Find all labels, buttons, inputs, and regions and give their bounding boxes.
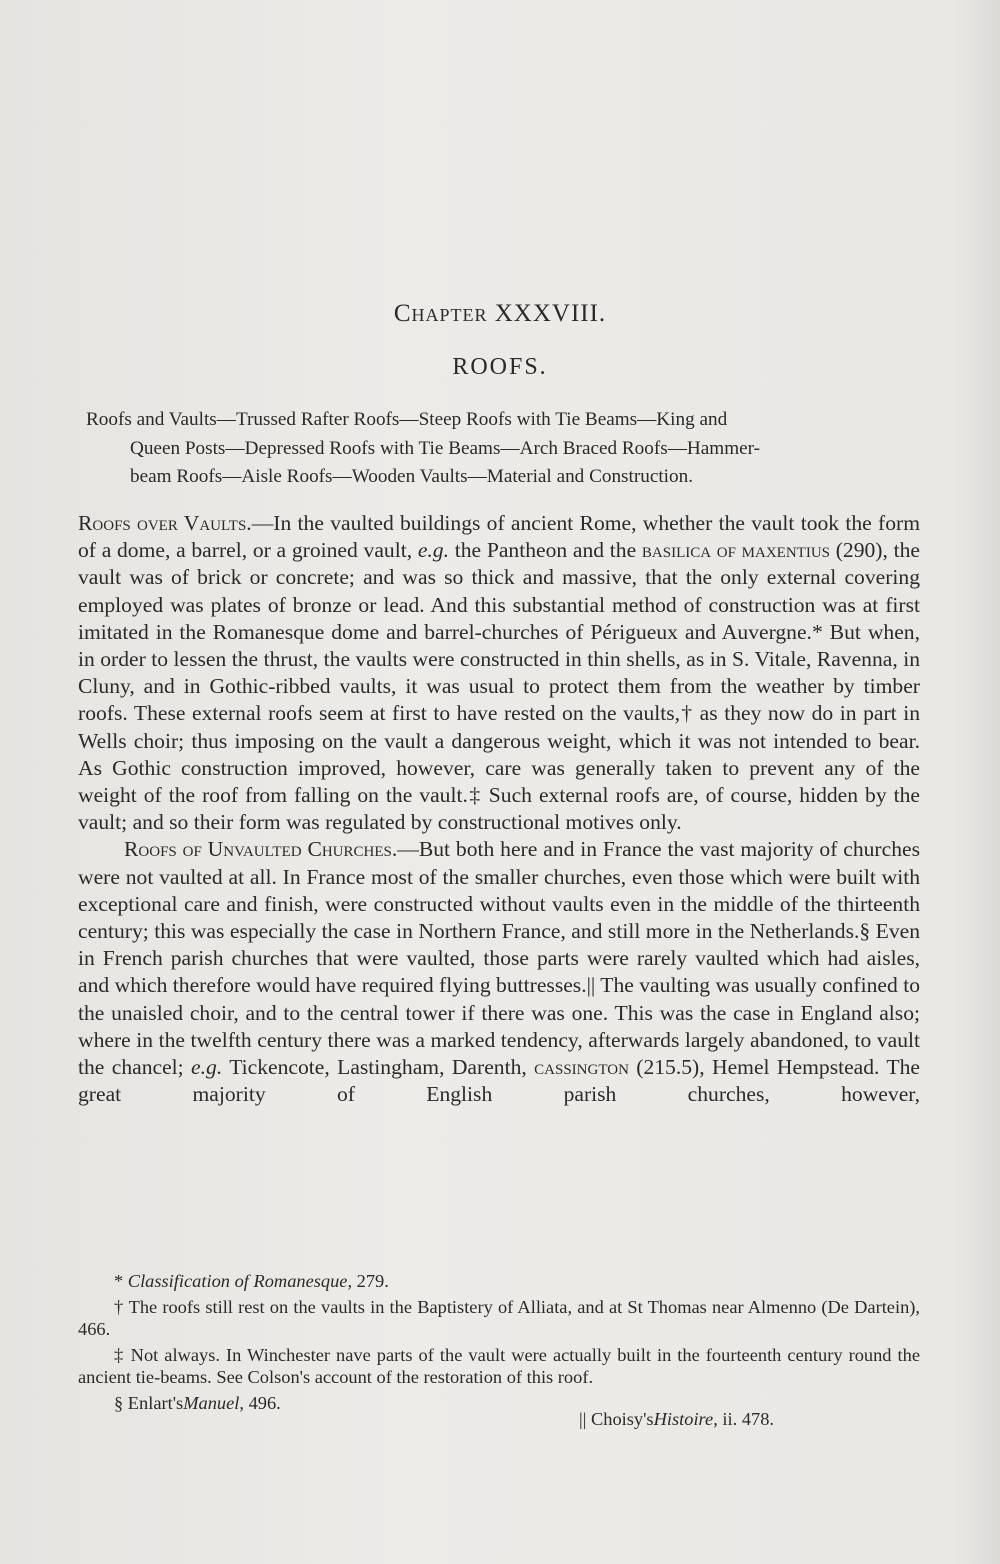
footnote-text: || Choisy's	[579, 1409, 654, 1429]
paragraph-text: —In the vaulted buildings of ancient Rome, whether the vault took the form of a dome, a barrel, or a groined vault,	[78, 511, 920, 563]
footnote-text: , ii. 478.	[713, 1409, 774, 1429]
footnote-text: , 496.	[239, 1393, 281, 1413]
footnote	[579, 1392, 920, 1430]
synopsis-line: beam Roofs—Aisle Roofs—Wooden Vaults—Material and Construction.	[130, 466, 693, 487]
synopsis-line: Queen Posts—Depressed Roofs with Tie Beams—Arch Braced Roofs—Hammer-	[130, 437, 761, 459]
page-edge-shadow	[955, 0, 1000, 1564]
footnotes	[78, 1270, 920, 1430]
footnote-title: Histoire	[653, 1409, 714, 1429]
footnote-title: Classification of Romanesque	[127, 1271, 348, 1291]
footnote: † The roofs still rest on the vaults in the Baptistery of Alliata, and at St Thomas near Almenno (De Dartein), 466.	[78, 1297, 920, 1339]
building-reference: cassington	[534, 1055, 629, 1080]
footnote: ‡ Not always. In Winchester nave parts of the vault were actually built in the fourteenth century round the ancient tie-beams. See Colson's account of the restoration of this roof.	[78, 1345, 920, 1387]
building-reference: basilica of maxentius	[641, 538, 831, 563]
footnote-row	[78, 1392, 920, 1430]
chapter-synopsis	[86, 406, 920, 492]
footnote	[78, 1392, 281, 1430]
paragraph-heading: Roofs of Unvaulted Churches.	[124, 837, 398, 862]
footnote	[78, 1270, 920, 1292]
chapter-title: ROOFS.	[452, 354, 548, 380]
paragraph-text: —But both here and in France the vast majority of churches were not vaulted at all. In France most of the smaller churches, even those which were built with exceptional care and finish, were constructed without vaults even in the middle of the thirteenth century; this was especially the case in Northern France, and still more in the Netherlands.§ Even in French parish churches that were vaulted, those parts were rarely vaulted which had aisles, and which therefore would have required flying buttresses.|| The vaulting was usually confined to the unaisled choir, and to the central tower if there was one. This was the case in England also; where in the twelfth century there was a marked tendency, afterwards largely abandoned, to vault the chancel;	[78, 837, 920, 1080]
footnote-text: § Enlart's	[114, 1393, 184, 1413]
footnote-title: Manuel	[183, 1393, 240, 1413]
abbreviation: e.g.	[417, 538, 450, 563]
footnote-text: , 279.	[347, 1271, 389, 1291]
paragraph-roofs-over-vaults	[78, 510, 920, 836]
abbreviation: e.g.	[191, 1055, 223, 1080]
chapter-heading: Chapter XXXVIII.	[393, 300, 607, 327]
paragraph-text: (215.5), Hemel Hempstead. The great majority of English parish churches, however,	[78, 1055, 921, 1107]
paragraph-text: Tickencote, Lastingham, Darenth,	[222, 1055, 535, 1080]
body-text	[78, 510, 920, 1108]
footnote-mark: *	[114, 1271, 128, 1291]
paragraph-text: the Pantheon and the	[449, 538, 642, 563]
paragraph-text: (290), the vault was of brick or concrete; and was so thick and massive, that the only external covering employed was plates of bronze or lead. And this substantial method of construction was at first imitated in the Romanesque dome and barrel-churches of Périgueux and Auvergne.* But when, in order to lessen the thrust, the vaults were constructed in thin shells, as in S. Vitale, Ravenna, in Cluny, and in Gothic-ribbed vaults, it was usual to protect them from the weather by timber roofs. These external roofs seem at first to have rested on the vaults,† as they now do in part in Wells choir; thus imposing on the vault a dangerous weight, which it was not intended to bear. As Gothic construction improved, however, care was generally taken to prevent any of the weight of the roof from falling on the vault.‡ Such external roofs are, of course, hidden by the vault; and so their form was regulated by constructional motives only.	[78, 538, 920, 835]
paragraph-roofs-of-unvaulted-churches	[78, 836, 920, 1108]
synopsis-line: Roofs and Vaults—Trussed Rafter Roofs—Steep Roofs with Tie Beams—King and	[86, 409, 728, 430]
paragraph-heading: Roofs over Vaults.	[78, 511, 252, 535]
